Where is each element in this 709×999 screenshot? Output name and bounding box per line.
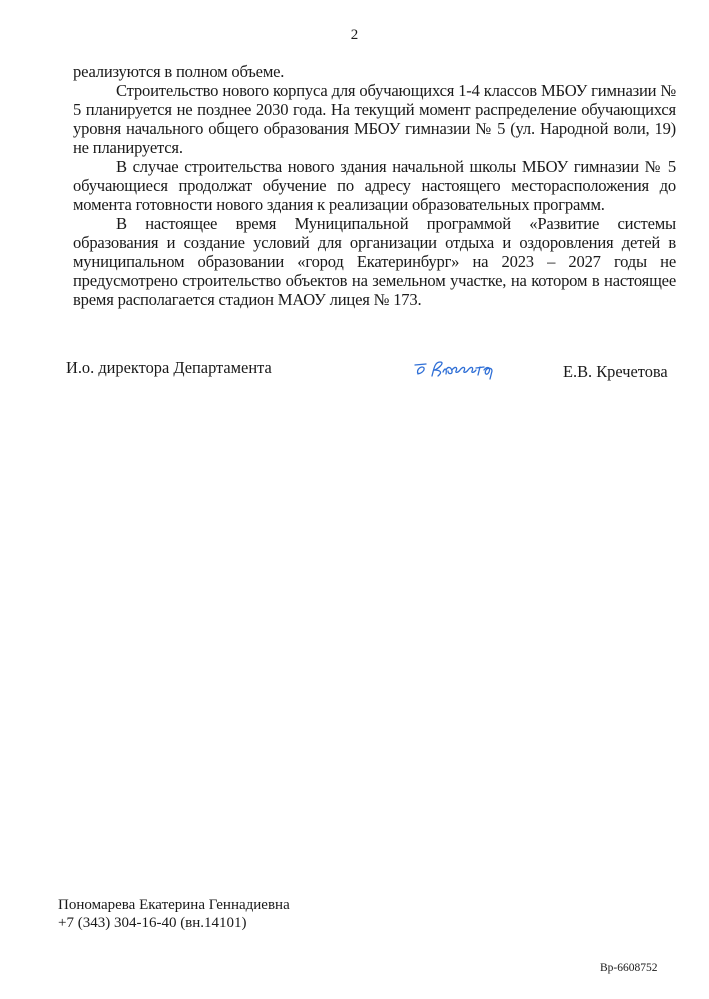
handwritten-signature: [410, 354, 510, 384]
letter-body: [73, 62, 676, 309]
contact-name: Пономарева Екатерина Геннадиевна: [58, 897, 290, 913]
contact-phone: +7 (343) 304-16-40 (вн.14101): [58, 915, 247, 931]
contact-info: [58, 896, 290, 932]
signer-title: И.о. директора Департамента: [66, 358, 272, 377]
paragraph-new-building: Строительство нового корпуса для обучающихся 1-4 классов МБОУ гимназии № 5 планируется не позднее 2030 года. На текущий момент распределение обучающихся уровня начального общего образования МБОУ гимназии № 5 (ул. Народной воли, 19) не планируется.: [73, 81, 676, 157]
document-id: Вр-6608752: [600, 962, 658, 974]
paragraph-municipal-program: В настоящее время Муниципальной программой «Развитие системы образования и создание условий для организации отдыха и оздоровления детей в муниципальном образовании «город Екатеринбург» на 2023 – 2027 годы не предусмотрено строительство объектов на земельном участке, на котором в настоящее время располагается стадион МАОУ лицея № 173.: [73, 214, 676, 309]
signer-name: Е.В. Кречетова: [563, 362, 668, 381]
signature-block: [66, 358, 676, 388]
paragraph-relocation: В случае строительства нового здания начальной школы МБОУ гимназии № 5 обучающиеся продолжат обучение по адресу настоящего месторасположения до момента готовности нового здания к реализации образовательных программ.: [73, 157, 676, 214]
page-number: 2: [350, 27, 359, 43]
paragraph-continuation: реализуются в полном объеме.: [73, 62, 285, 81]
